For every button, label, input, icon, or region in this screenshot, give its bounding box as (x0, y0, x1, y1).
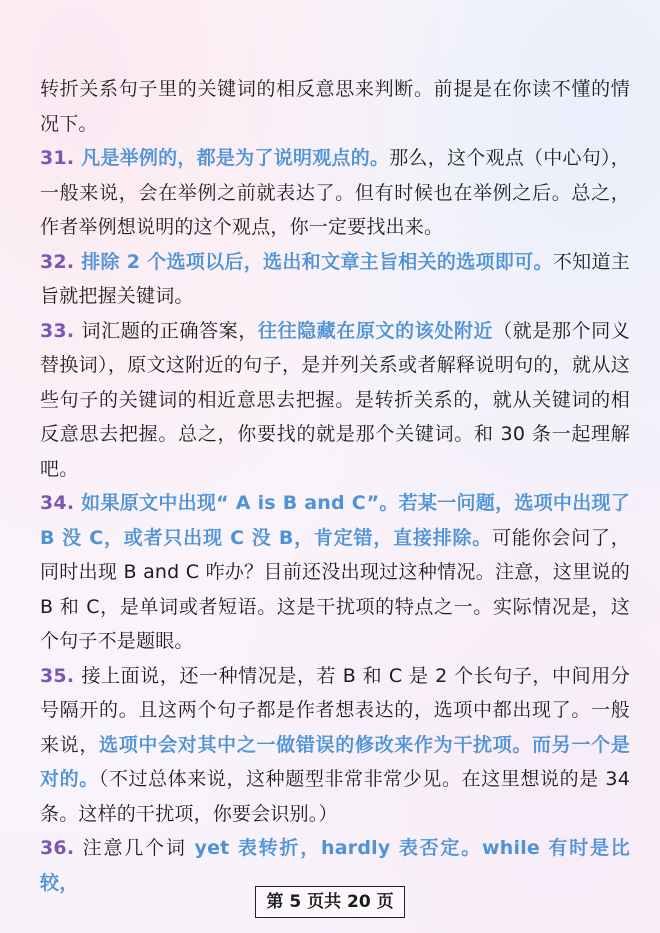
highlighted-text: yet 表转折，hardly 表否定。while 有时是比较， (40, 837, 630, 894)
paragraph-32 (40, 245, 630, 314)
page-number-label: 第 5 页共 20 页 (255, 886, 404, 918)
body-text: （就是那个同义替换词），原文这附近的句子，是并列关系或者解释说明句的，就从这些句子的关键词的相近意思去把握。是转折关系的，就从关键词的相反意思去把握。总之，你要找的就是那个关键词。和 30 条一起理解吧。 (40, 319, 630, 480)
item-number: 32. (40, 250, 82, 273)
item-number: 31. (40, 147, 82, 169)
item-number: 35. (40, 664, 82, 687)
body-text: 注意几个词 (82, 837, 195, 859)
highlighted-text: 如果原文中出现“ A is B and C”。若某一问题，选项中出现了 B 没 C，或者只出现 C 没 B，肯定错，直接排除。 (40, 492, 630, 549)
body-text: 转折关系句子里的关键词的相反意思来判断。前提是在你读不懂的情况下。 (40, 78, 630, 135)
highlighted-text: 选项中会对其中之一做错误的修改来作为干扰项。而另一个是对的。 (40, 733, 630, 790)
body-text: （不过总体来说，这种题型非常非常少见。在这里想说的是 34 条。这样的干扰项，你要会识别。） (40, 768, 630, 825)
item-number: 33. (40, 319, 82, 342)
highlighted-text: 凡是举例的，都是为了说明观点的。 (81, 147, 390, 169)
body-text: 词汇题的正确答案， (81, 319, 258, 342)
item-number: 34. (40, 492, 82, 514)
highlighted-text: 排除 2 个选项以后，选出和文章主旨相关的选项即可。 (81, 250, 553, 273)
body-text: 接上面说，还一种情况是，若 B 和 C 是 2 个长句子，中间用分号隔开的。且这两个句子都是作者想表达的，选项中都出现了。一般来说， (40, 664, 630, 756)
paragraph-34 (40, 486, 630, 659)
paragraph-35 (40, 659, 630, 832)
highlighted-text: 往往隐藏在原文的该处附近 (257, 319, 494, 342)
page-footer (0, 886, 660, 918)
document-body (40, 72, 630, 900)
paragraph-continuation (40, 72, 630, 141)
item-number: 36. (40, 837, 83, 859)
body-text: 那么，这个观点（中心句），一般来说，会在举例之前就表达了。但有时候也在举例之后。总之，作者举例想说明的这个观点，你一定要找出来。 (40, 147, 631, 238)
paragraph-31 (40, 141, 630, 245)
paragraph-33 (40, 314, 630, 487)
body-text: 不知道主旨就把握关键词。 (40, 250, 631, 307)
body-text: 可能你会问了，同时出现 B and C 咋办？目前还没出现过这种情况。注意，这里说的 B 和 C，是单词或者短语。这是干扰项的特点之一。实际情况是，这个句子不是题眼。 (40, 526, 630, 652)
